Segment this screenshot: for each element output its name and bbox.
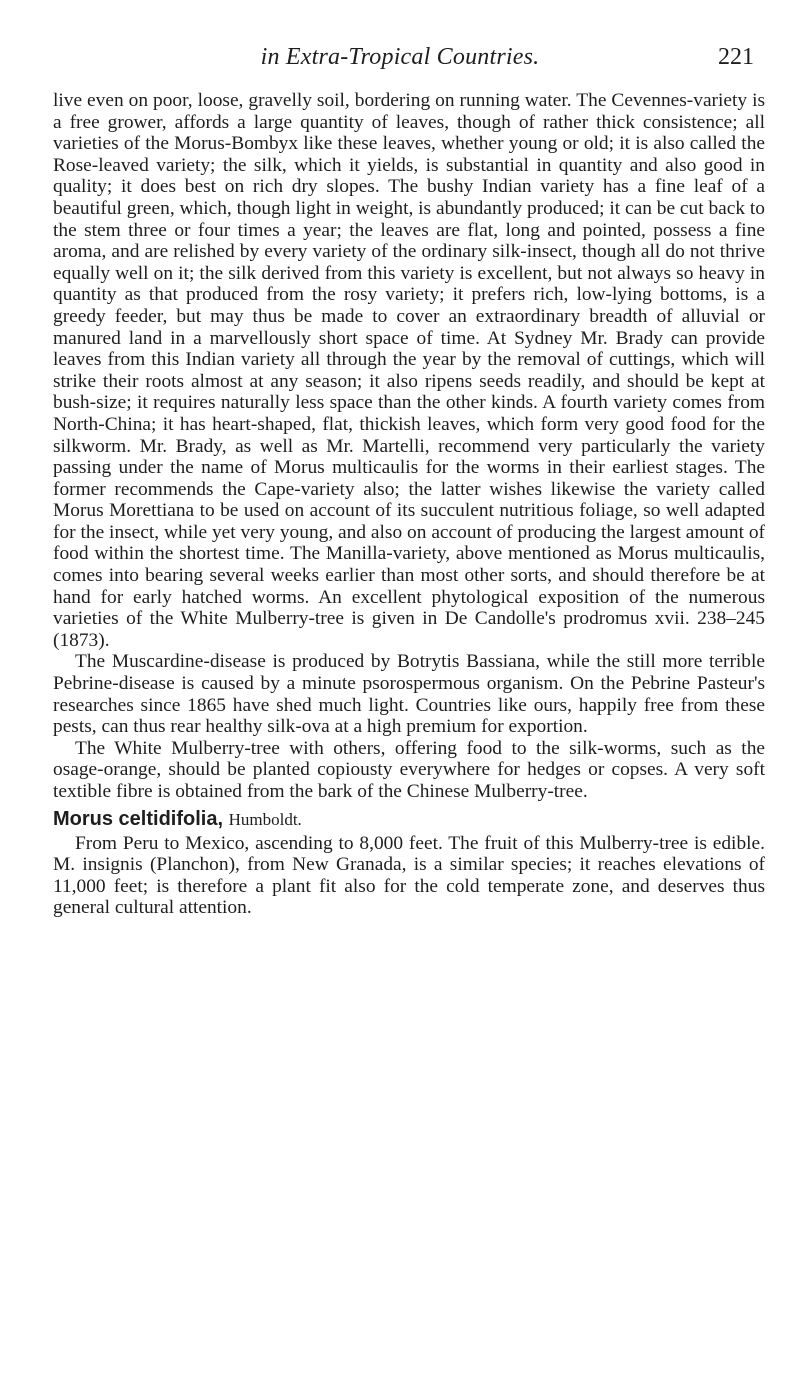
paragraph-mulberry-varieties: live even on poor, loose, gravelly soil, bordering on running water. The Cevennes-variety is a free grower, affords a large quantity of leaves, though of rather thick consistence; all varieties of the Morus-Bombyx like these leaves, whether young or old; it is also called the Rose-leaved variety; the silk, which it yields, is substantial in quantity and also good in quality; it does best on rich dry slopes. The bushy Indian variety has a fine leaf of a beautiful green, which, though light in weight, is abundantly produced; it can be cut back to the stem three or four times a year; the leaves are flat, long and pointed, possess a fine aroma, and are relished by every variety of the ordinary silk-insect, though all do not thrive equally well on it; the silk derived from this variety is excellent, but not always so heavy in quantity as that produced from the rosy variety; it prefers rich, low-lying bottoms, is a greedy feeder, but may thus be made to cover an extraordinary breadth of alluvial or manured land in a marvellously short space of time. At Sydney Mr. Brady can provide leaves from this Indian variety all through the year by the removal of cuttings, which will strike their roots almost at any season; it also ripens seeds readily, and should be kept at bush-size; it requires naturally less space than the other kinds. A fourth variety comes from North-China; it has heart-shaped, flat, thickish leaves, which form very good food for the silkworm. Mr. Brady, as well as Mr. Martelli, recommend very particularly the variety passing under the name of Morus multicaulis for the worms in their earliest stages. The former recommends the Cape-variety also; the latter wishes likewise the variety called Morus Morettiana to be used on account of its succulent nutritious foliage, so well adapted for the insect, while yet very young, and also on account of producing the largest amount of food within the shortest time. The Manilla-variety, above mentioned as Morus multicaulis, comes into bearing several weeks earlier than most other sorts, and should therefore be at hand for early hatched worms. An excellent phytological exposition of the numerous varieties of the White Mulberry-tree is given in De Candolle's prodromus xvii. 238–245 (1873). [53,90,765,651]
body-text [53,90,765,919]
species-heading [53,807,765,832]
paragraph-silkworm-diseases: The Muscardine-disease is produced by Botrytis Bassiana, while the still more terrible Pebrine-disease is caused by a minute psorospermous organism. On the Pebrine Pasteur's researches since 1865 have shed much light. Countries like ours, happily free from these pests, can thus rear healthy silk-ova at a high premium for exportion. [53,651,765,738]
running-head [0,44,800,76]
species-authority: Humboldt. [228,809,302,829]
species-name: Morus celtidifolia, [53,807,224,830]
running-title: in Extra-Tropical Countries. [260,44,540,70]
paragraph-morus-celtidifolia: From Peru to Mexico, ascending to 8,000 feet. The fruit of this Mulberry-tree is edible. M. insignis (Planchon), from New Granada, is a similar species; it reaches elevations of 11,000 feet; is therefore a plant fit also for the cold temperate zone, and deserves thus general cultural attention. [53,832,765,919]
page-number: 221 [718,44,754,70]
paragraph-hedges: The White Mulberry-tree with others, offering food to the silk-worms, such as the osage-orange, should be planted copiousty everywhere for hedges or copses. A very soft textible fibre is obtained from the bark of the Chinese Mulberry-tree. [53,737,765,802]
